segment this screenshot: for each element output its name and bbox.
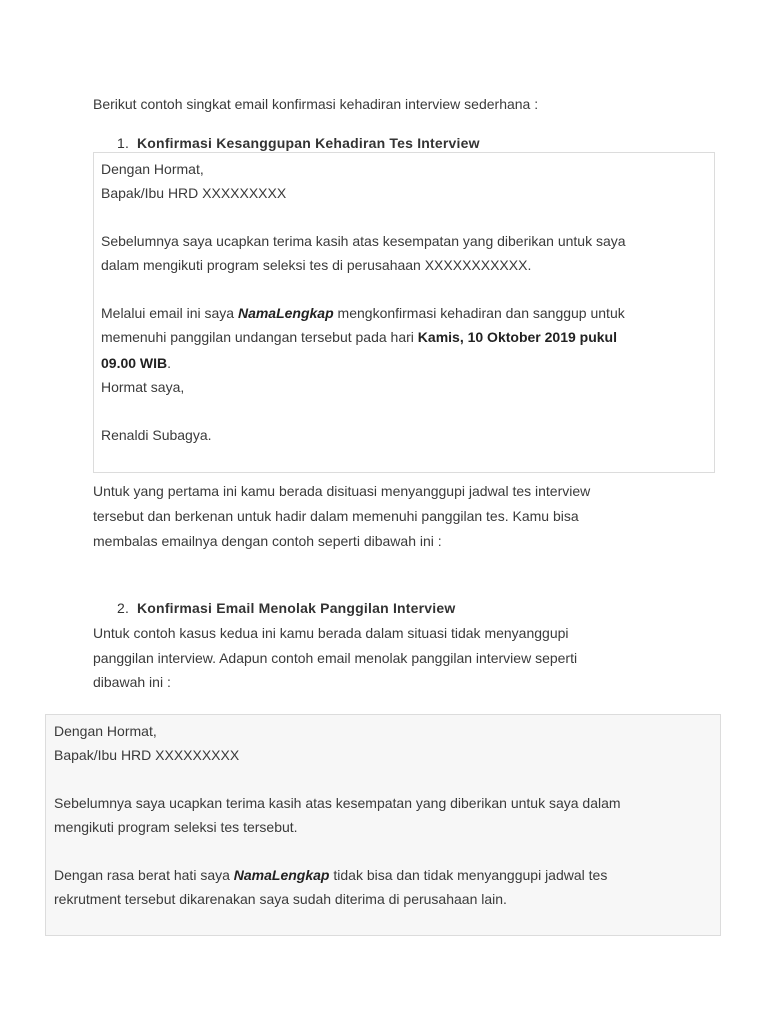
section2-heading-text: Konfirmasi Email Menolak Panggilan Interview xyxy=(137,600,456,616)
email2-p2-line1 xyxy=(54,863,607,887)
email2-recipient: Bapak/Ibu HRD XXXXXXXXX xyxy=(54,747,240,763)
section2-number: 2. xyxy=(117,600,130,616)
section1-number: 1. xyxy=(117,135,130,151)
email1-sender-name: NamaLengkap xyxy=(237,305,334,321)
email-example-accept xyxy=(93,152,715,473)
email2-p2-post: tidak bisa dan tidak menyanggupi jadwal tes xyxy=(329,867,608,883)
section1-heading-text: Konfirmasi Kesanggupan Kehadiran Tes Interview xyxy=(137,135,480,151)
section1-after-line1: Untuk yang pertama ini kamu berada disituasi menyanggupi jadwal tes interview xyxy=(93,483,591,499)
section1-after-line2: tersebut dan berkenan untuk hadir dalam memenuhi panggilan tes. Kamu bisa xyxy=(93,508,579,524)
intro-text: Berikut contoh singkat email konfirmasi kehadiran interview sederhana : xyxy=(93,96,539,112)
email1-date-bold: Kamis, 10 Oktober 2019 pukul xyxy=(417,329,617,345)
section2-desc-line3: dibawah ini : xyxy=(93,674,171,690)
email1-p2-post: mengkonfirmasi kehadiran dan sanggup untuk xyxy=(333,305,625,321)
email1-p2-line1 xyxy=(101,301,625,325)
email2-p2-pre: Dengan rasa berat hati saya xyxy=(54,867,234,883)
email1-p2-line3 xyxy=(101,351,171,375)
email1-p2-line2 xyxy=(101,325,617,349)
email1-greeting: Dengan Hormat, xyxy=(101,161,204,177)
email1-period: . xyxy=(167,355,172,371)
section2-desc-line1: Untuk contoh kasus kedua ini kamu berada dalam situasi tidak menyanggupi xyxy=(93,625,569,641)
section2-heading xyxy=(117,596,455,620)
email2-greeting: Dengan Hormat, xyxy=(54,723,157,739)
section1-after-line3: membalas emailnya dengan contoh seperti dibawah ini : xyxy=(93,533,442,549)
email1-p2-line2-pre: memenuhi panggilan undangan tersebut pada hari xyxy=(101,329,418,345)
email2-p1-line1: Sebelumnya saya ucapkan terima kasih atas kesempatan yang diberikan untuk saya dalam xyxy=(54,795,621,811)
email1-recipient: Bapak/Ibu HRD XXXXXXXXX xyxy=(101,185,287,201)
email1-p2-pre: Melalui email ini saya xyxy=(101,305,238,321)
email1-closing: Hormat saya, xyxy=(101,379,185,395)
email2-p2-line2: rekrutment tersebut dikarenakan saya sudah diterima di perusahaan lain. xyxy=(54,891,507,907)
email1-p1-line1: Sebelumnya saya ucapkan terima kasih atas kesempatan yang diberikan untuk saya xyxy=(101,233,626,249)
section2-desc-line2: panggilan interview. Adapun contoh email menolak panggilan interview seperti xyxy=(93,650,578,666)
email2-p1-line2: mengikuti program seleksi tes tersebut. xyxy=(54,819,298,835)
email1-time-bold: 09.00 WIB xyxy=(101,355,168,371)
email1-signature: Renaldi Subagya. xyxy=(101,427,212,443)
email-example-decline xyxy=(45,714,721,936)
email1-p1-line2: dalam mengikuti program seleksi tes di perusahaan XXXXXXXXXXX. xyxy=(101,257,532,273)
email2-sender-name: NamaLengkap xyxy=(233,867,330,883)
